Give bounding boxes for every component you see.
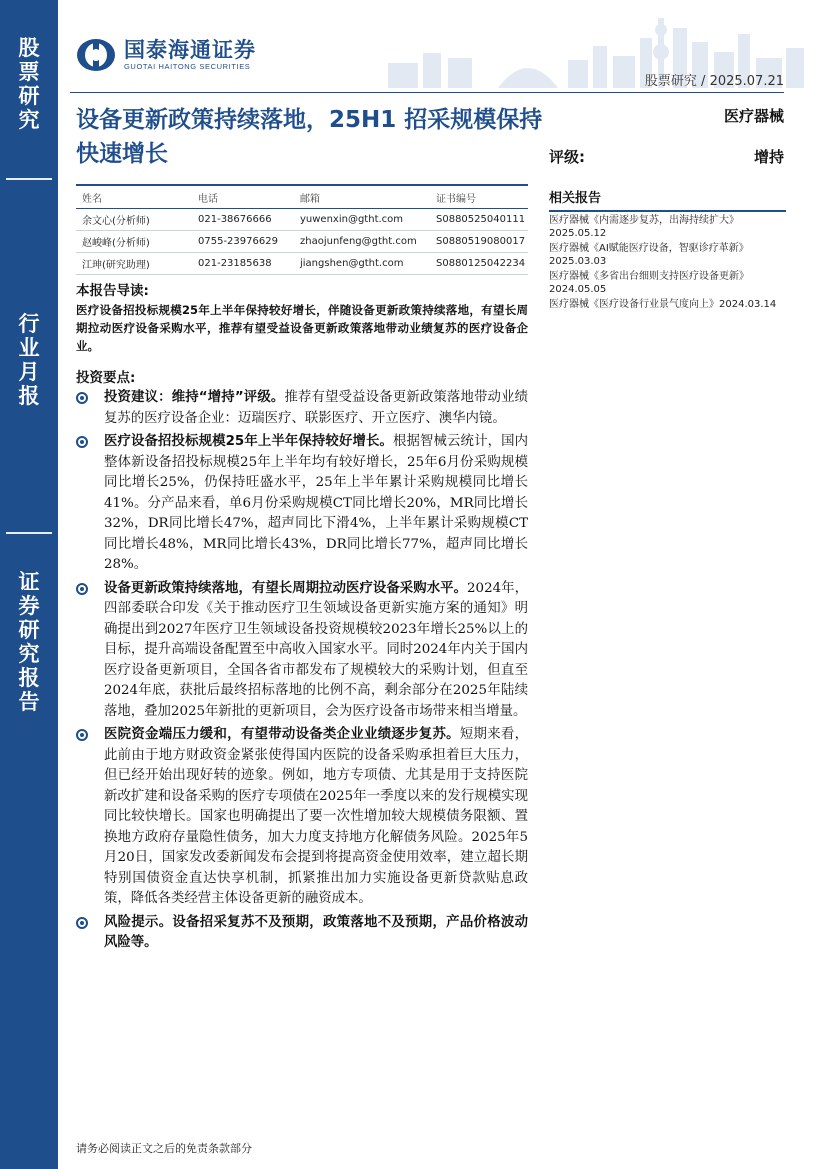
analyst-phone: 0755-23976629	[192, 231, 294, 253]
industry-name: 医疗器械	[723, 107, 784, 125]
related-report-item[interactable]: 医疗器械《医疗设备行业景气度向上》2024.03.14	[549, 299, 777, 310]
sidebar-divider	[6, 178, 52, 180]
logo-chinese-name: 国泰海通证券	[124, 38, 256, 62]
related-report-date: 2025.03.03	[549, 256, 607, 267]
left-sidebar	[0, 0, 58, 1169]
related-report-item[interactable]: 医疗器械《内需逐步复苏，出海持续扩大》	[549, 215, 739, 226]
sidebar-char: 究	[18, 107, 40, 132]
point-head: 医疗设备招投标规模25年上半年保持较好增长。	[104, 434, 393, 449]
analyst-cert: S0880519080017	[430, 231, 528, 253]
sidebar-char: 股	[18, 35, 40, 60]
bullet-circle-icon	[76, 436, 88, 448]
bullet-circle-icon	[76, 729, 88, 741]
investment-points	[76, 388, 528, 957]
analyst-name: 余文心(分析师)	[76, 209, 192, 231]
point-head: 设备更新政策持续落地，有望长周期拉动医疗设备采购水平。	[104, 580, 468, 596]
points-label: 投资要点:	[76, 370, 136, 386]
analyst-phone: 021-23185638	[192, 253, 294, 275]
sidebar-char: 券	[18, 593, 40, 618]
bullet-circle-icon	[76, 917, 88, 929]
header-divider	[70, 92, 784, 93]
sidebar-char: 报	[18, 383, 40, 408]
table-row	[76, 253, 528, 275]
analyst-email: jiangshen@gtht.com	[294, 253, 430, 275]
col-header-email: 邮箱	[294, 185, 430, 209]
guide-label: 本报告导读:	[76, 283, 149, 299]
sidebar-char: 研	[18, 83, 40, 108]
col-header-cert: 证书编号	[430, 185, 528, 209]
guide-text: 医疗设备招投标规模25年上半年保持较好增长，伴随设备更新政策持续落地，有望长周期拉动医疗设备采购水平，推荐有望受益设备更新政策落地带动业绩复苏的医疗设备企业。	[76, 303, 528, 353]
logo-english-name: GUOTAI HAITONG SECURITIES	[124, 62, 251, 71]
list-item	[76, 579, 528, 723]
analyst-table	[76, 184, 528, 275]
sidebar-char: 报	[18, 665, 40, 690]
col-header-name: 姓名	[76, 185, 192, 209]
related-report-item[interactable]: 医疗器械《AI赋能医疗设备，智驱诊疗革新》	[549, 243, 749, 254]
point-body: 2024年，四部委联合印发《关于推动医疗卫生领域设备更新实施方案的通知》明确提出到2027年医疗卫生领域设备投资规模较2023年增长25%以上的目标，提升高端设备配置至中高收入国家水平。同时2024年内关于国内医疗设备更新项目，全国各省市都发布了规模较大的采购计划，但直至2024年底，获批后最终招标落地的比例不高，剩余部分在2025年陆续落地，叠加2025年新批的更新项目，会为医疗设备市场带来相当增量。	[104, 580, 529, 719]
bullet-circle-icon	[76, 392, 88, 404]
sidebar-label-monthly	[0, 312, 58, 408]
sidebar-label-stock-research	[0, 36, 58, 132]
sidebar-char: 月	[18, 359, 40, 384]
list-item	[76, 913, 528, 954]
related-report-date: 2025.05.12	[549, 228, 607, 239]
sidebar-char: 证	[18, 569, 40, 594]
point-head: 风险提示。设备招采复苏不及预期，政策落地不及预期，产品价格波动风险等。	[104, 914, 528, 950]
table-row	[76, 209, 528, 231]
logo-mark-icon	[76, 38, 116, 72]
list-item	[76, 725, 528, 910]
sidebar-label-securities-report	[0, 570, 58, 714]
rating-label: 评级:	[549, 148, 585, 166]
related-report-date: 2024.05.05	[549, 284, 607, 295]
related-reports-title: 相关报告	[549, 187, 786, 212]
sidebar-char: 究	[18, 641, 40, 666]
analyst-cert: S0880525040111	[430, 209, 528, 231]
analyst-email: yuwenxin@gtht.com	[294, 209, 430, 231]
page-header	[58, 0, 826, 92]
bullet-circle-icon	[76, 583, 88, 595]
related-report-item[interactable]: 医疗器械《多省出台细则支持医疗设备更新》	[549, 271, 749, 282]
point-head: 投资建议：维持“增持”评级。	[104, 390, 285, 405]
sidebar-divider	[6, 532, 52, 534]
analyst-email: zhaojunfeng@gtht.com	[294, 231, 430, 253]
report-title: 设备更新政策持续落地，25H1 招采规模保持快速增长	[76, 107, 543, 167]
point-body: 短期来看，此前由于地方财政资金紧张使得国内医院的设备采购承担着巨大压力，但已经开始出现好转的迹象。例如，地方专项债、尤其是用于支持医院新改扩建和设备采购的医疗专项债在2025年一季度以来的发行规模实现同比较快增长。国家也明确提出了要一次性增加较大规模债务限额、置换地方政府存量隐性债务，加大力度支持地方化解债务风险。2025年5月20日，国家发改委新闻发布会提到将提高资金使用效率，建立超长期特别国债资金直达快享机制，抓紧推出加力实施设备更新贷款贴息政策，降低各类经营主体设备更新的融资成本。	[104, 727, 528, 906]
analyst-name: 赵峻峰(分析师)	[76, 231, 192, 253]
analyst-phone: 021-38676666	[192, 209, 294, 231]
sidebar-char: 行	[18, 311, 40, 336]
point-body: 推荐有望受益设备更新政策落地带动业绩复苏的医疗设备企业：迈瑞医疗、联影医疗、开立医疗、澳华内镜。	[104, 390, 528, 426]
table-row	[76, 231, 528, 253]
sidebar-char: 研	[18, 617, 40, 642]
company-logo	[76, 38, 256, 72]
related-reports	[549, 187, 786, 311]
list-item	[76, 388, 528, 429]
disclaimer-footer: 请务必阅读正文之后的免责条款部分	[76, 1142, 252, 1155]
report-type-date: 股票研究 / 2025.07.21	[644, 74, 784, 89]
sidebar-char: 告	[18, 689, 40, 714]
point-head: 医院资金端压力缓和，有望带动设备类企业业绩逐步复苏。	[104, 727, 460, 742]
analyst-name: 江珅(研究助理)	[76, 253, 192, 275]
sidebar-char: 票	[18, 59, 40, 84]
analyst-table-header	[76, 185, 528, 209]
rating-value: 增持	[753, 148, 784, 166]
point-body: 根据智械云统计，国内整体新设备招投标规模25年上半年均有较好增长，25年6月份采购规模同比增长25%，仍保持旺盛水平，25年上半年累计采购规模同比增长41%。分产品来看，单6月份采购规模CT同比增长20%，MR同比增长32%，DR同比增长47%，超声同比下滑4%，上半年累计采购规模CT同比增长48%，MR同比增长43%，DR同比增长77%，超声同比增长28%。	[104, 434, 528, 572]
analyst-cert: S0880125042234	[430, 253, 528, 275]
list-item	[76, 432, 528, 576]
sidebar-char: 业	[18, 335, 40, 360]
col-header-phone: 电话	[192, 185, 294, 209]
